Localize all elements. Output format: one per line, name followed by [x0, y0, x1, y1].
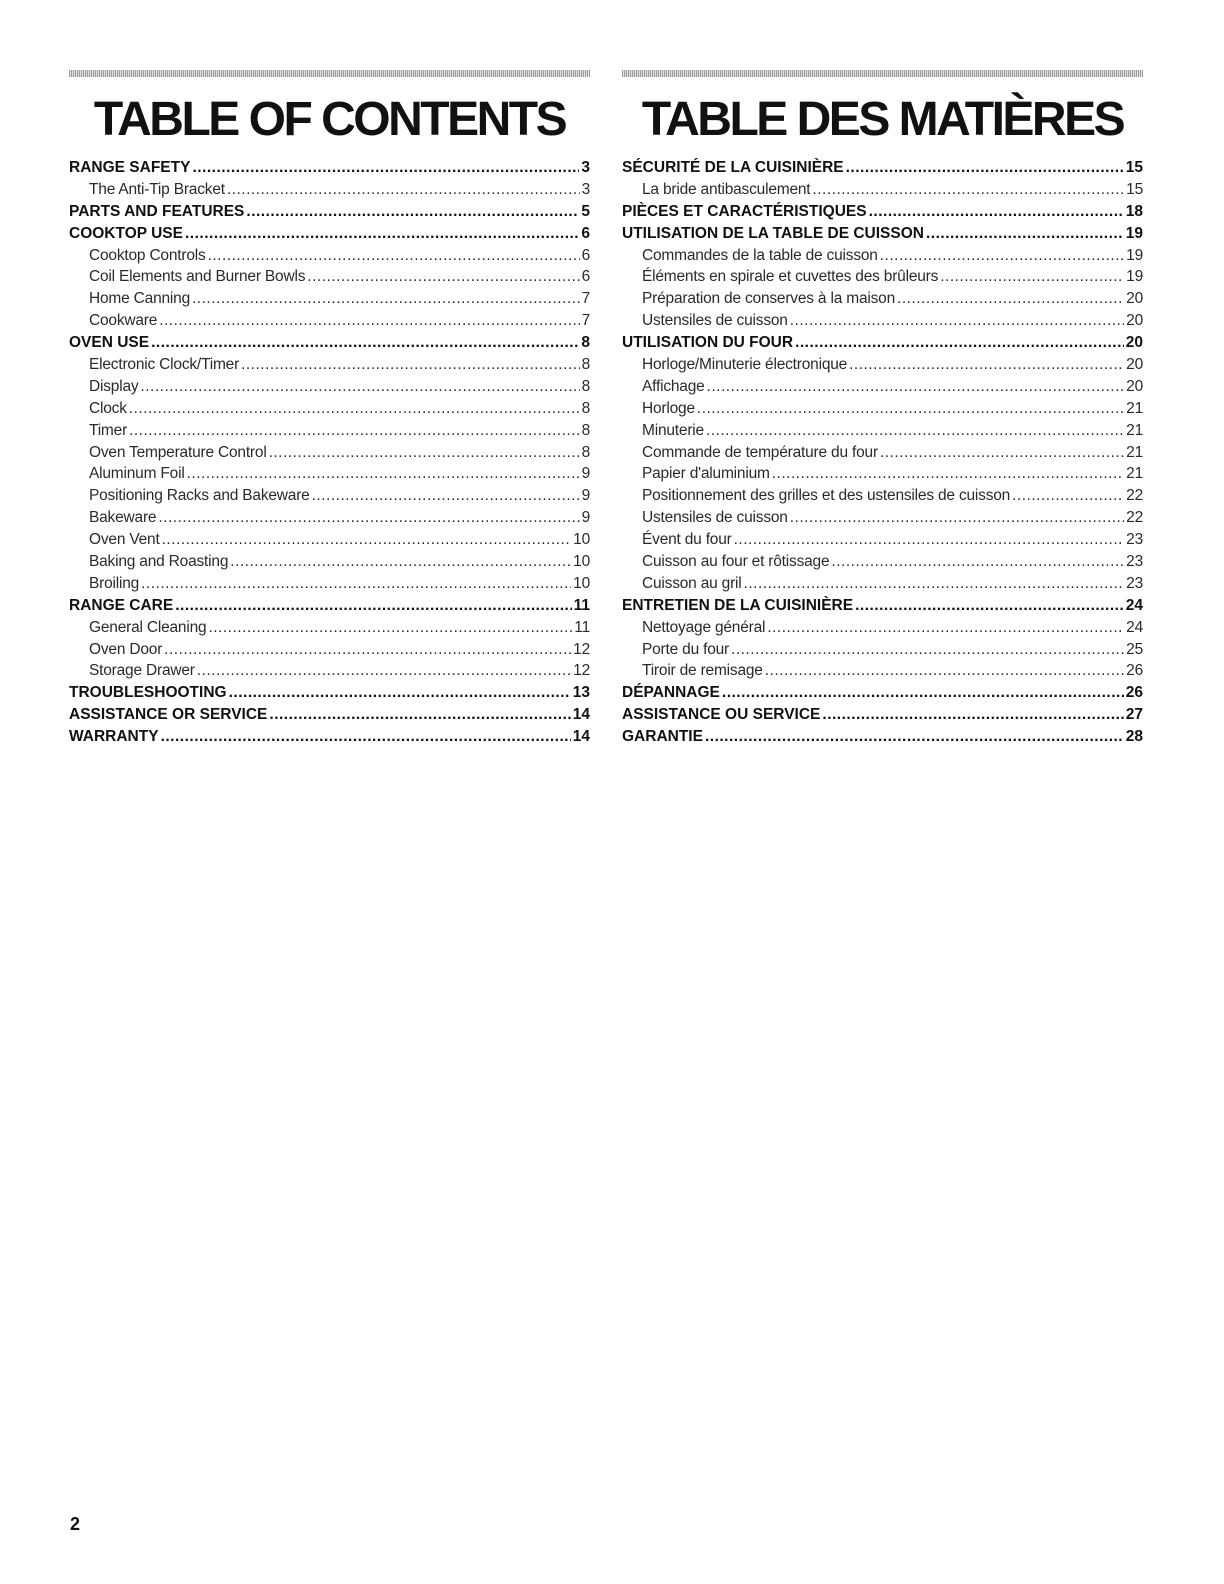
toc-entry-label: Display	[89, 377, 139, 395]
dot-leader	[164, 641, 571, 659]
dot-leader	[880, 444, 1124, 462]
dot-leader	[141, 575, 571, 593]
toc-entry-page: 7	[581, 290, 590, 308]
toc-section-entry	[622, 203, 1143, 225]
toc-entry-page: 11	[573, 596, 590, 614]
english-toc-title: TABLE OF CONTENTS	[93, 93, 566, 146]
french-toc-list	[622, 159, 1143, 750]
dot-leader	[790, 509, 1124, 527]
toc-entry-label: The Anti-Tip Bracket	[89, 180, 225, 198]
page-number: 2	[70, 1514, 81, 1534]
toc-section-entry	[69, 334, 590, 356]
toc-entry-label: Home Canning	[89, 290, 190, 308]
dot-leader	[230, 553, 571, 571]
toc-entry-page: 23	[1126, 531, 1143, 549]
toc-subsection-entry	[69, 378, 590, 400]
toc-entry-label: Oven Temperature Control	[89, 443, 267, 461]
toc-subsection-entry	[622, 575, 1143, 597]
toc-entry-page: 12	[573, 662, 590, 680]
toc-entry-page: 20	[1126, 312, 1143, 330]
dot-leader	[790, 312, 1124, 330]
toc-subsection-entry	[622, 509, 1143, 531]
toc-entry-page: 24	[1125, 596, 1143, 614]
toc-entry-label: TROUBLESHOOTING	[69, 684, 227, 702]
toc-entry-page: 9	[581, 465, 590, 483]
toc-section-entry	[69, 728, 590, 750]
dot-leader	[706, 422, 1124, 440]
dot-leader	[831, 553, 1124, 571]
dot-leader	[185, 225, 579, 243]
toc-entry-page: 13	[572, 684, 590, 702]
dot-leader	[162, 531, 572, 549]
dot-leader	[880, 247, 1124, 265]
toc-subsection-entry	[69, 662, 590, 684]
toc-entry-page: 6	[581, 268, 590, 286]
toc-entry-label: Positioning Racks and Bakeware	[89, 487, 310, 505]
toc-entry-label: ENTRETIEN DE LA CUISINIÈRE	[622, 596, 854, 614]
toc-entry-label: PARTS AND FEATURES	[69, 202, 245, 220]
dot-leader	[869, 203, 1124, 221]
toc-subsection-entry	[622, 268, 1143, 290]
dot-leader	[897, 290, 1124, 308]
toc-entry-label: Évent du four	[642, 531, 732, 549]
dot-leader	[1012, 487, 1124, 505]
toc-subsection-entry	[622, 641, 1143, 663]
toc-entry-page: 10	[573, 574, 590, 592]
toc-entry-page: 19	[1126, 268, 1143, 286]
toc-entry-label: Nettoyage général	[642, 618, 766, 636]
toc-entry-label: DÉPANNAGE	[622, 684, 720, 702]
toc-entry-label: Ustensiles de cuisson	[642, 509, 788, 527]
toc-entry-label: General Cleaning	[89, 618, 207, 636]
dot-leader	[767, 619, 1124, 637]
toc-subsection-entry	[69, 268, 590, 290]
toc-subsection-entry	[622, 290, 1143, 312]
dot-leader	[197, 662, 571, 680]
dot-leader	[129, 422, 580, 440]
toc-subsection-entry	[69, 509, 590, 531]
toc-entry-label: Horloge	[642, 399, 695, 417]
toc-entry-label: Tiroir de remisage	[642, 662, 763, 680]
toc-entry-label: UTILISATION DE LA TABLE DE CUISSON	[622, 224, 924, 242]
toc-entry-label: Éléments en spirale et cuvettes des brûleurs	[642, 268, 939, 286]
toc-entry-page: 8	[581, 443, 590, 461]
toc-entry-page: 20	[1125, 334, 1143, 352]
toc-subsection-entry	[622, 531, 1143, 553]
toc-entry-page: 11	[574, 618, 590, 636]
dot-leader	[208, 619, 572, 637]
dot-leader	[269, 706, 570, 724]
toc-entry-label: Commandes de la table de cuisson	[642, 246, 878, 264]
toc-entry-page: 8	[581, 377, 590, 395]
toc-entry-label: Positionnement des grilles et des ustensiles de cuisson	[642, 487, 1011, 505]
toc-entry-page: 25	[1126, 640, 1143, 658]
toc-subsection-entry	[69, 531, 590, 553]
toc-entry-page: 20	[1126, 377, 1143, 395]
toc-subsection-entry	[69, 465, 590, 487]
toc-subsection-entry	[622, 378, 1143, 400]
toc-section-entry	[622, 728, 1143, 750]
toc-entry-page: 7	[581, 312, 590, 330]
toc-entry-page: 8	[581, 399, 590, 417]
toc-entry-page: 5	[581, 202, 590, 220]
english-toc-list	[69, 159, 590, 750]
toc-entry-page: 18	[1125, 202, 1143, 220]
toc-entry-label: Clock	[89, 399, 127, 417]
dot-leader	[822, 706, 1123, 724]
dot-leader	[229, 684, 571, 702]
dot-leader	[926, 225, 1124, 243]
dot-leader	[187, 465, 580, 483]
toc-entry-label: Baking and Roasting	[89, 553, 229, 571]
toc-entry-label: Affichage	[642, 377, 705, 395]
toc-subsection-entry	[69, 553, 590, 575]
toc-entry-label: Timer	[89, 421, 128, 439]
toc-subsection-entry	[622, 422, 1143, 444]
dot-leader	[307, 268, 579, 286]
toc-subsection-entry	[69, 181, 590, 203]
dot-leader	[849, 356, 1124, 374]
toc-entry-page: 8	[581, 421, 590, 439]
toc-entry-page: 9	[581, 487, 590, 505]
toc-section-entry	[69, 203, 590, 225]
toc-entry-page: 28	[1125, 728, 1143, 746]
dot-leader	[161, 728, 571, 746]
english-toc-column	[69, 70, 590, 750]
toc-entry-label: RANGE CARE	[69, 596, 174, 614]
toc-entry-label: Horloge/Minuterie électronique	[642, 356, 848, 374]
toc-entry-label: Cuisson au gril	[642, 574, 742, 592]
toc-entry-page: 6	[581, 224, 590, 242]
toc-entry-label: UTILISATION DU FOUR	[622, 334, 794, 352]
toc-subsection-entry	[69, 356, 590, 378]
toc-subsection-entry	[69, 312, 590, 334]
toc-entry-page: 21	[1126, 443, 1143, 461]
toc-section-entry	[622, 225, 1143, 247]
toc-subsection-entry	[69, 575, 590, 597]
dot-leader	[129, 400, 580, 418]
toc-subsection-entry	[69, 247, 590, 269]
toc-entry-label: Bakeware	[89, 509, 157, 527]
dot-leader	[208, 247, 580, 265]
toc-entry-page: 21	[1126, 465, 1143, 483]
toc-entry-page: 6	[581, 246, 590, 264]
toc-entry-page: 19	[1125, 224, 1143, 242]
toc-entry-label: COOKTOP USE	[69, 224, 183, 242]
dot-leader	[722, 684, 1124, 702]
dot-leader	[707, 378, 1125, 396]
toc-entry-page: 20	[1126, 356, 1143, 374]
dot-leader	[175, 597, 571, 615]
toc-entry-page: 21	[1126, 399, 1143, 417]
toc-entry-page: 22	[1126, 487, 1143, 505]
toc-entry-label: OVEN USE	[69, 334, 150, 352]
top-rule	[622, 70, 1143, 77]
toc-section-entry	[69, 225, 590, 247]
dot-leader	[855, 597, 1124, 615]
dot-leader	[227, 181, 580, 199]
dot-leader	[795, 334, 1124, 352]
french-toc-column	[622, 70, 1143, 750]
toc-section-entry	[69, 597, 590, 619]
toc-entry-page: 15	[1125, 159, 1143, 176]
toc-entry-label: Papier d'aluminium	[642, 465, 770, 483]
toc-entry-page: 20	[1126, 290, 1143, 308]
top-rule	[69, 70, 590, 77]
toc-entry-label: PIÈCES ET CARACTÉRISTIQUES	[622, 202, 867, 220]
dot-leader	[940, 268, 1124, 286]
toc-entry-page: 14	[572, 728, 590, 746]
dot-leader	[159, 312, 579, 330]
toc-entry-page: 10	[573, 553, 590, 571]
toc-entry-page: 27	[1125, 706, 1143, 724]
toc-entry-page: 23	[1126, 553, 1143, 571]
dot-leader	[765, 662, 1124, 680]
toc-entry-label: Préparation de conserves à la maison	[642, 290, 896, 308]
toc-subsection-entry	[622, 444, 1143, 466]
toc-entry-label: Cuisson au four et rôtissage	[642, 553, 830, 571]
toc-entry-page: 19	[1126, 246, 1143, 264]
toc-subsection-entry	[622, 356, 1143, 378]
toc-subsection-entry	[622, 247, 1143, 269]
toc-entry-page: 10	[573, 531, 590, 549]
dot-leader	[151, 334, 579, 352]
toc-subsection-entry	[69, 641, 590, 663]
toc-entry-label: Minuterie	[642, 421, 704, 439]
toc-entry-label: Electronic Clock/Timer	[89, 356, 240, 374]
dot-leader	[140, 378, 579, 396]
toc-entry-label: Cookware	[89, 312, 158, 330]
dot-leader	[269, 444, 580, 462]
toc-subsection-entry	[69, 619, 590, 641]
toc-entry-page: 3	[581, 180, 590, 198]
toc-section-entry	[622, 684, 1143, 706]
toc-entry-label: La bride antibasculement	[642, 180, 811, 198]
toc-entry-page: 12	[573, 640, 590, 658]
toc-entry-page: 23	[1126, 574, 1143, 592]
toc-subsection-entry	[622, 465, 1143, 487]
toc-subsection-entry	[622, 312, 1143, 334]
toc-entry-label: Commande de température du four	[642, 443, 878, 461]
toc-entry-page: 15	[1126, 180, 1143, 198]
toc-subsection-entry	[69, 422, 590, 444]
dot-leader	[312, 487, 580, 505]
french-toc-title: TABLE DES MATIÈRES	[641, 93, 1124, 146]
toc-entry-page: 21	[1126, 421, 1143, 439]
dot-leader	[744, 575, 1125, 593]
toc-entry-label: WARRANTY	[69, 728, 159, 746]
toc-entry-page: 3	[581, 159, 590, 176]
dot-leader	[241, 356, 580, 374]
toc-section-entry	[69, 684, 590, 706]
dot-leader	[812, 181, 1124, 199]
toc-entry-label: Porte du four	[642, 640, 730, 658]
toc-entry-page: 22	[1126, 509, 1143, 527]
dot-leader	[192, 159, 579, 177]
toc-section-entry	[622, 597, 1143, 619]
toc-section-entry	[622, 334, 1143, 356]
toc-entry-label: Cooktop Controls	[89, 246, 206, 264]
dot-leader	[246, 203, 579, 221]
toc-entry-label: Coil Elements and Burner Bowls	[89, 268, 306, 286]
toc-entry-label: Aluminum Foil	[89, 465, 185, 483]
toc-subsection-entry	[622, 619, 1143, 641]
toc-entry-label: Oven Door	[89, 640, 163, 658]
toc-entry-label: ASSISTANCE OR SERVICE	[69, 706, 268, 724]
toc-entry-page: 8	[581, 334, 590, 352]
toc-subsection-entry	[622, 662, 1143, 684]
dot-leader	[846, 159, 1124, 177]
toc-section-entry	[69, 706, 590, 728]
toc-subsection-entry	[69, 487, 590, 509]
toc-section-entry	[622, 159, 1143, 181]
dot-leader	[697, 400, 1124, 418]
toc-section-entry	[69, 159, 590, 181]
toc-entry-label: GARANTIE	[622, 728, 703, 746]
toc-entry-label: Broiling	[89, 574, 140, 592]
toc-subsection-entry	[622, 553, 1143, 575]
toc-entry-label: Storage Drawer	[89, 662, 195, 680]
toc-entry-label: Oven Vent	[89, 531, 160, 549]
dot-leader	[192, 290, 580, 308]
dot-leader	[731, 641, 1124, 659]
toc-entry-page: 14	[572, 706, 590, 724]
toc-entry-page: 9	[581, 509, 590, 527]
dot-leader	[705, 728, 1124, 746]
toc-entry-page: 26	[1125, 684, 1143, 702]
toc-section-entry	[622, 706, 1143, 728]
toc-entry-label: RANGE SAFETY	[69, 159, 191, 176]
toc-subsection-entry	[622, 181, 1143, 203]
dot-leader	[734, 531, 1125, 549]
toc-subsection-entry	[622, 400, 1143, 422]
toc-subsection-entry	[69, 400, 590, 422]
toc-entry-label: ASSISTANCE OU SERVICE	[622, 706, 821, 724]
toc-entry-label: Ustensiles de cuisson	[642, 312, 788, 330]
toc-entry-label: SÉCURITÉ DE LA CUISINIÈRE	[622, 159, 844, 176]
toc-subsection-entry	[622, 487, 1143, 509]
dot-leader	[158, 509, 579, 527]
toc-subsection-entry	[69, 444, 590, 466]
toc-entry-page: 24	[1126, 618, 1143, 636]
toc-subsection-entry	[69, 290, 590, 312]
dot-leader	[772, 465, 1124, 483]
toc-entry-page: 26	[1126, 662, 1143, 680]
toc-entry-page: 8	[581, 356, 590, 374]
